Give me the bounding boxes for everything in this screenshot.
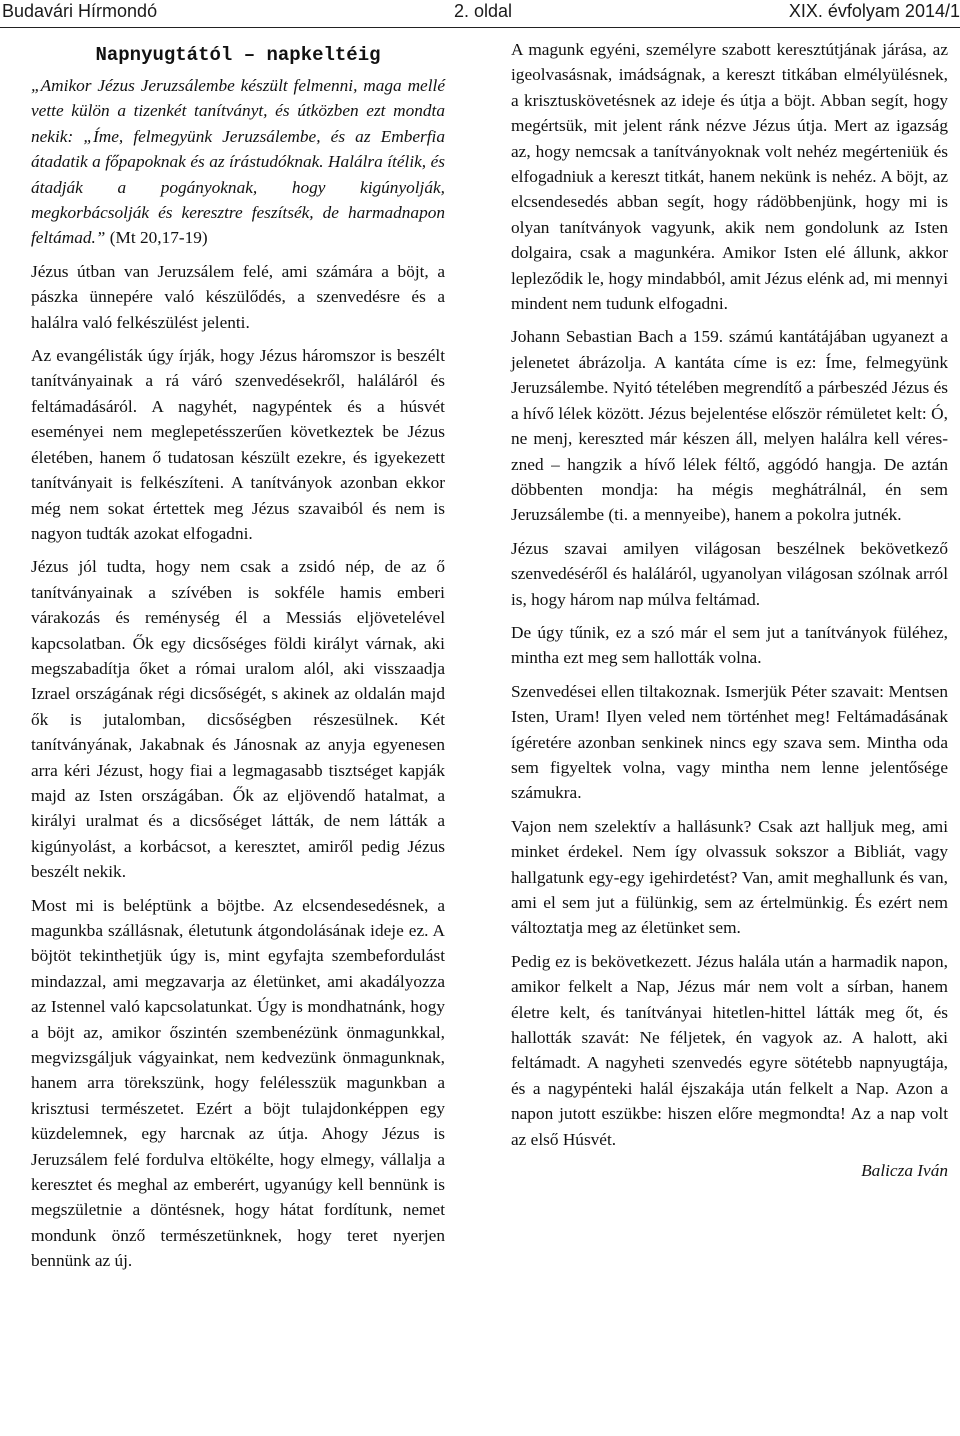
left-column (31, 40, 445, 1282)
paragraph: Most mi is beléptünk a böjtbe. Az elcsendesedésnek, a magunkba szállásnak, életutunk átgondolásának ideje ez. A böjtöt tekinthetjük úgy is, mint egyfajta szembefordulást mindazzal, ami megzavarja az életünket, ami akadályozza az Istennel való kapcsolatunkat. Úgy is mondhatnánk, hogy a böjt az, amikor őszintén szembenézünk önmagunkkal, megvizsgáljuk vágyainkat, nem kedvezünk önmagunknak, hanem arra törekszünk, hogy felélesszük magunkban a krisztusi természetet. Ezért a böjt tulajdonképpen egy küzdelemnek, egy harcnak az útja. Ahogy Jézus is Jeruzsálem felé fordulva eltökélte, hogy elmegy, vállalja a keresztet és meghal az emberért, ugyanúgy kell bennünk is megszületnie a döntésnek, hogy hátat fordítunk, nemet mondunk önző természetünknek, hogy teret nyerjen bennünk az új. (31, 895, 445, 1271)
right-column (511, 37, 948, 1183)
paragraph: Vajon nem szelektív a hallásunk? Csak azt halljuk meg, ami minket érdekel. Nem így olvassuk sokszor a Bibliát, vagy hallgatunk egy-egy igehirdetést? Van, amit meghallunk és van, ami el sem jut a fülünkig, sem az értelmünkig. És ezért nem változtatja meg az életünket sem. (511, 816, 948, 938)
paragraph: Jézus szavai amilyen világosan beszélnek bekövetkező szenvedéséről és haláláról, ugyanolyan világosan szólnak arról is, hogy három nap múlva feltámad. (511, 538, 948, 609)
paragraph: Jézus jól tudta, hogy nem csak a zsidó nép, de az ő tanítványainak a szívében is sokféle hamis emberi várakozás és reménység él a Messiás eljövetelével kapcsolatban. Ők egy dicsőséges földi királyt várnak, aki megszabadítja őket a római uralom alól, aki visszaadja Izrael országának régi dicsőségét, s akinek az oldalán majd ők is jutalomban, dicsőségben részesülnek. Két tanítványának, Jakabnak és Jánosnak az anyja egyenesen arra kéri Jézust, hogy fiai a legmagasabb tisztséget kapják majd az Isten országában. Ők az eljövendő hatalmat, a királyi uralmat és a dicsőséget látták, de nem látták a kigúnyolást, a korbácsot, a keresztet, amiről pedig Jézus beszélt nekik. (31, 557, 445, 882)
page-header (0, 0, 960, 28)
paragraph: De úgy tűnik, ez a szó már el sem jut a tanítványok füléhez, mintha ezt meg sem hallották volna. (511, 622, 948, 668)
paragraph: A magunk egyéni, személyre szabott keresztútjának járása, az igeolvasásnak, imádságnak, a kereszt titkában elmélyülésnek, a krisztuskövetésnek az ideje és útja a böjt. Abban segít, hogy megértsük, mit jelent ránk nézve Jézus útja. Mert az igazság az, hogy nemcsak a tanítványoknak volt nehéz megérteniük és elfogadniuk a kereszt titkát, hanem nekünk is nehéz. A böjt, az elcsendesedés abban segít, hogy rádöbbenjünk, hogy mi is olyan tanítványok vagyunk, akik nem gondolunk az Isten dolgaira, csak a magunkéra. Amikor Isten elé állunk, akkor lepleződik le, hogy mindabból, amit Jézus elénk ad, mi mennyi mindent nem tudunk elfogadni. (511, 40, 948, 314)
quote-reference: (Mt 20,17-19) (105, 228, 208, 248)
paragraph: Johann Sebastian Bach a 159. számú kantátájában ugyanezt a jelenetet ábrázolja. A kantáta címe is ez: Íme, felmegyünk Jeruzsálembe. Nyitó tételében megrendítő a párbeszéd Jézus és a hívő lélek között. Jézus bejelentése először rémületet kelt: Ó, ne menj, kereszted már készen áll, melyen halálra kell véreszned – hangzik a hívő lélek féltő, aggódó hangja. De aztán döbbenten mondja: ha mégis meghátrálnál, én sem Jeruzsálembe (ti. a mennyeibe), hanem a pokolra jutnék. (511, 327, 948, 525)
author-signature: Balicza Iván (861, 1161, 948, 1181)
bible-quote: „Amikor Jézus Jeruzsálembe készült felmenni, maga mellé vette külön a tizenkét tanítványt, és útközben ezt mondta nekik: „Íme, felmegyünk Jeruzsálembe, és az Emberfia átadatik a főpapoknak és az írástudóknak. Halálra ítélik, és átadják a pogányoknak, hogy kigúnyolják, megkorbácsolják és keresztre feszítsék, de harmadnapon feltámad.” (31, 76, 445, 248)
paragraph: Szenvedései ellen tiltakoznak. Ismerjük Péter szavait: Mentsen Isten, Uram! Ilyen veled nem történhet meg! Feltámadásának ígéretére azonban senkinek nincs egy szava sem. Mintha oda sem figyeltek volna, vagy mintha nem lenne jelentősége számukra. (511, 681, 948, 803)
paragraph: Jézus útban van Jeruzsálem felé, ami számára a böjt, a pászka ünnepére való készülődés, a szenvedésre és a halálra való felkészülést jelenti. (31, 261, 445, 332)
publication-name: Budavári Hírmondó (2, 1, 158, 21)
article-title: Napnyugtától – napkeltéig (95, 44, 381, 66)
volume-info: XIX. évfolyam 2014/1 (788, 1, 960, 21)
bible-quote-paragraph (31, 73, 445, 251)
paragraph: Az evangélisták úgy írják, hogy Jézus háromszor is beszélt tanítványainak a rá váró szenvedésekről, haláláról és feltámadásáról. A nagyhét, nagypéntek és a húsvét eseményei nem meglepetésszerűen következtek be Jézus életében, hanem ő tudatosan készült ezekre, és igyekezett tanítványait is felkészíteni. A tanítványok azonban ekkor még nem sokat értettek meg Jézus szavaiból és nem is nagyon tudták azokat elfogadni. (31, 346, 445, 543)
paragraph: Pedig ez is bekövetkezett. Jézus halála után a harmadik napon, amikor felkelt a Nap, Jézus már nem volt a sírban, hanem életre kelt, és tanítványai hitetlen-hittel látták meg őt, és hallották szavát: Ne féljetek, én vagyok az. A halott, aki feltámadt. A nagyheti szenvedés egyre sötétebb napnyugtája, és a nagypénteki halál éjszakája után felkelt a Nap. Azon a napon jutott eszükbe: hiszen előre megmondta! Az a nap volt az első Húsvét. (511, 951, 948, 1149)
page-number: 2. oldal (454, 1, 513, 21)
header-rule (0, 27, 960, 28)
